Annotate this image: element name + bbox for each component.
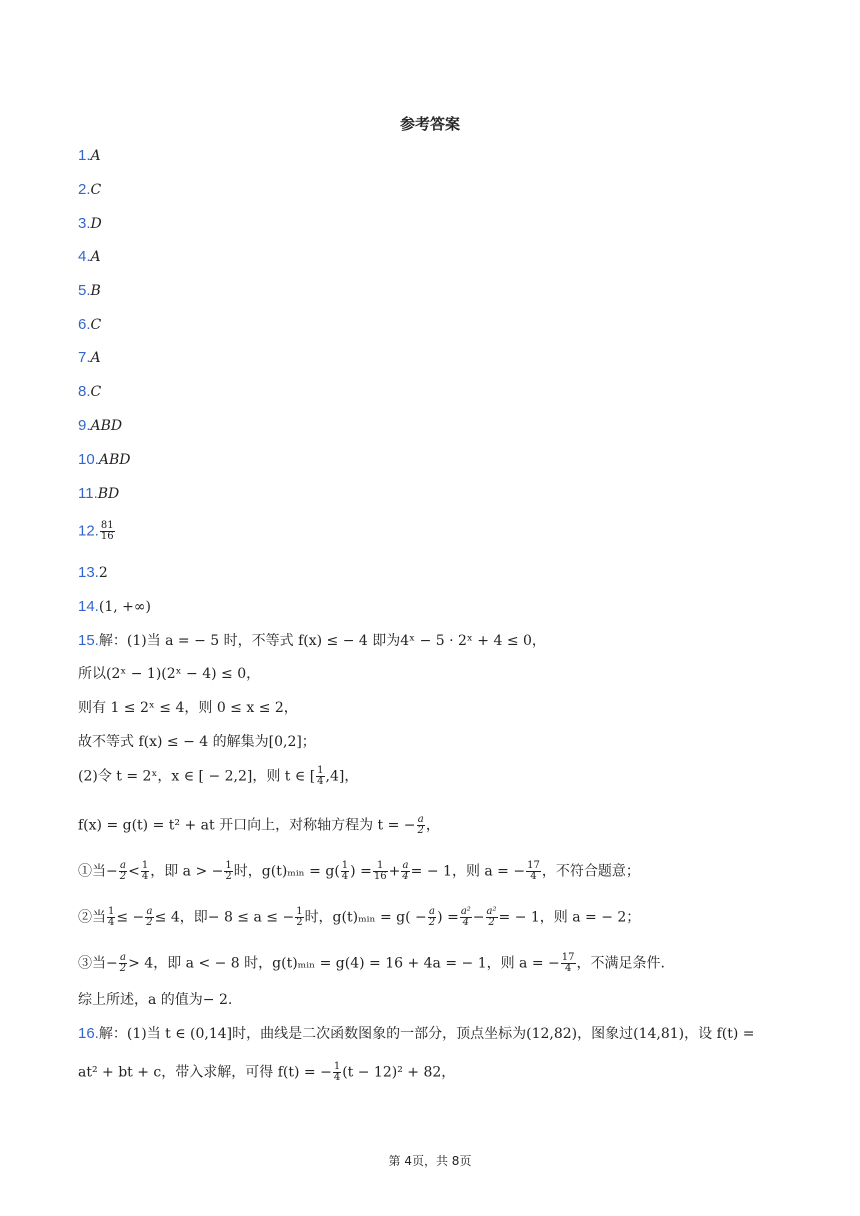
answer-item: 12. $\frac{81}{16}$ xyxy=(78,520,114,542)
page-footer: 第 4页，共 8页 xyxy=(388,1154,472,1168)
page-title: 参考答案 xyxy=(399,115,460,133)
answer-item: 5.B xyxy=(78,282,101,299)
answer-item: 7.A xyxy=(78,349,101,366)
solution-line: 所以(2ˣ − 1)(2ˣ − 4) ≤ 0， xyxy=(78,666,261,682)
answer-item: 1.A xyxy=(78,147,101,164)
answer-item: 13.2 xyxy=(78,564,108,581)
solution-line: f(x) = g(t) = t² + at 开口向上，对称轴方程为 t = − $\frac{a}{2}$ ， xyxy=(78,814,440,836)
solution-line: 则有 1 ≤ 2ˣ ≤ 4，则 0 ≤ x ≤ 2， xyxy=(78,700,298,716)
answer-item: 6.C xyxy=(78,316,102,333)
answer-item: 9.ABD xyxy=(78,417,123,434)
solution-line: 16.解：(1)当 t ∈ (0,14]时，曲线是二次函数图象的一部分，顶点坐标为(12,82)，图象过(14,81)，设 f(t) = xyxy=(78,1025,755,1042)
solution-line: 15.解：(1)当 a = − 5 时，不等式 f(x) ≤ − 4 即为4ˣ − 5 · 2ˣ + 4 ≤ 0， xyxy=(78,632,546,649)
answer-item: 10.ABD xyxy=(78,451,131,468)
solution-case: ①当− $\frac{a}{2}$ < $\frac{1}{4}$ ，即 a > − $\frac{1}{2}$ 时，g(t)ₘᵢₙ = g( $\frac{1}{4}$ ) = $\frac{1}{16}$ + $\frac{a}{4}$ = − 1，则 a = − $\frac{17}{4}$ ，不符合题意； xyxy=(78,860,640,882)
answer-item: 14.(1, +∞) xyxy=(78,598,151,615)
answer-item: 4.A xyxy=(78,248,101,265)
answer-item: 11.BD xyxy=(78,485,120,502)
solution-line: 综上所述，a 的值为− 2. xyxy=(78,992,233,1008)
answer-item: 2.C xyxy=(78,181,102,198)
solution-case: ②当 $\frac{1}{4}$ ≤ − $\frac{a}{2}$ ≤ 4，即− 8 ≤ a ≤ − $\frac{1}{2}$ 时，g(t)ₘᵢₙ = g( − $\frac{a}{2}$ ) = $\frac{\text{a²}}{4}$ − $\frac{\text{a²}}{2}$ = − 1，则 a = − 2； xyxy=(78,906,641,928)
solution-line: 故不等式 f(x) ≤ − 4 的解集为[0,2]； xyxy=(78,734,316,750)
solution-line: at² + bt + c，带入求解，可得 f(t) = − $\frac{1}{4}$ (t − 12)² + 82， xyxy=(78,1061,456,1083)
answer-item: 8.C xyxy=(78,383,102,400)
answer-item: 3.D xyxy=(78,215,102,232)
solution-case: ③当− $\frac{a}{2}$ > 4，即 a < − 8 时，g(t)ₘᵢₙ = g(4) = 16 + 4a = − 1，则 a = − $\frac{17}{4}$ ，不满足条件. xyxy=(78,952,665,974)
solution-line: (2)令 t = 2ˣ，x ∈ [ − 2,2]，则 t ∈ [ $\frac{1}{4}$ ,4]， xyxy=(78,765,359,787)
